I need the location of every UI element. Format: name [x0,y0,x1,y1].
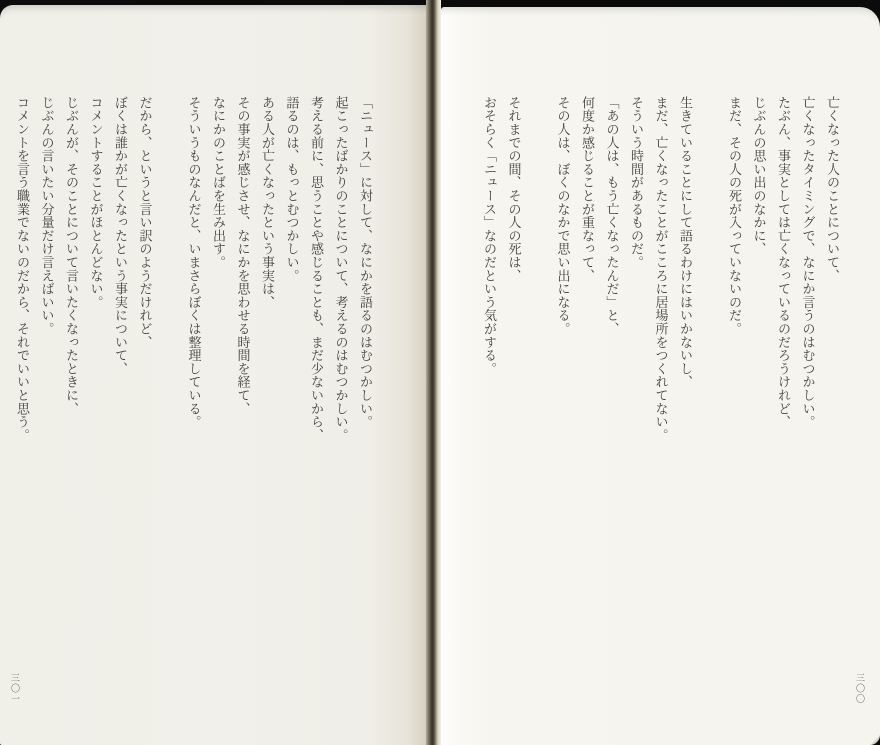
paragraph [550,96,697,716]
left-page [0,5,429,745]
text-line: たぶん、事実としては亡くなっているのだろうけれど、 [776,96,791,429]
text-line: そういう時間があるものだ。 [629,96,644,269]
paragraph [181,96,377,716]
text-line: 生きていることにして語るわけにはいかないし、 [678,96,693,389]
right-page-number: 三〇〇 [855,673,865,705]
book-spine-gutter [426,0,441,745]
paragraph [10,96,157,716]
text-line: まだ、その人の死が入っていないのだ。 [727,96,742,336]
text-line: 起こったばかりのことについて、考えるのはむつかしい。 [333,96,349,442]
text-line: コメントすることがほとんどない。 [88,96,104,309]
text-line: なにかのことばを生み出す。 [211,96,226,269]
text-line: 亡くなった人のことについて、 [825,96,840,283]
text-line: その事実が感じさせ、なにかを思わせる時間を経て、 [235,96,251,416]
text-line: だから、というと言い訳のようだけれど、 [137,96,153,349]
text-line: 考える前に、思うことや感じることも、まだ少ないから、 [309,96,324,442]
text-line: まだ、亡くなったことがこころに居場所をつくれてない。 [653,96,669,442]
text-line: 「ニュース」に対して、なにかを語るのはむつかしい。 [358,96,373,429]
left-page-text [10,96,378,716]
text-line: コメントを言う職業でないのだから、それでいいと思う。 [15,96,30,442]
right-page [441,7,880,745]
text-line: 語るのは、もっとむつかしい。 [284,96,300,283]
text-line: じぶんの思い出のなかに、 [751,96,767,256]
text-line: ぼくは誰かが亡くなったという事実について、 [113,96,128,376]
paragraph [722,96,845,716]
text-line: そういうものなんだと、いまさらぼくは整理している。 [186,96,202,429]
text-line: ある人が亡くなったという事実は、 [260,96,275,309]
paragraph [477,96,526,716]
text-line: それまでの間、その人の死は、 [506,96,522,283]
text-line: 亡くなったタイミングで、なにか言うのはむつかしい。 [800,96,816,429]
text-line: その人は、ぼくのなかで思い出になる。 [555,96,571,336]
right-page-text [477,96,845,716]
text-line: おそらく「ニュース」なのだという気がする。 [482,96,497,376]
text-line: じぶんの言いたい分量だけ言えばいい。 [39,96,55,336]
text-line: 何度か感じることが重なって、 [580,96,595,283]
left-page-number: 三〇一 [10,673,20,705]
text-line: じぶんが、そのことについて言いたくなったときに、 [64,96,79,416]
text-line: 「あの人は、もう亡くなったんだ」と、 [604,96,620,336]
scan-corner-shadow [866,735,880,745]
